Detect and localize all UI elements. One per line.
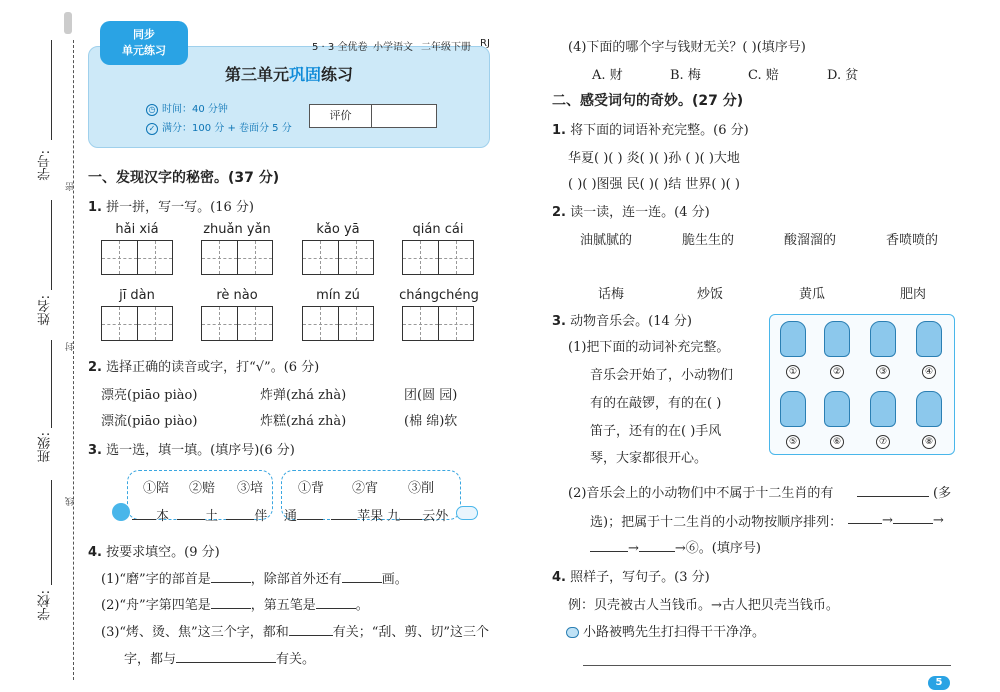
fill-row-1: [132, 505, 267, 524]
frog-icon: [566, 627, 579, 638]
dog-icon: [870, 321, 896, 357]
q4-line-2: [101, 594, 369, 613]
q-text: 照样子，写句子。(3 分): [570, 570, 710, 585]
animal-band-illustration: [769, 314, 955, 455]
q4-line-1: [101, 568, 408, 587]
blank[interactable]: [211, 570, 251, 583]
binding-dashed-line: [73, 40, 74, 680]
pinyin-1: hǎi xiá: [115, 222, 159, 237]
badge-line-1: 同步: [133, 28, 155, 41]
blank[interactable]: [226, 507, 254, 520]
cow-trumpet-icon: [916, 391, 942, 427]
fill-char: 通: [284, 509, 298, 524]
subject-name: 小学语文: [373, 42, 413, 53]
q-number: 4.: [552, 570, 566, 585]
s2-q2: [552, 201, 710, 220]
group2-opt-3: ③削: [408, 481, 435, 496]
label-2: ②: [830, 365, 844, 379]
writing-grid-3[interactable]: [302, 240, 374, 275]
text: 有关。: [276, 652, 316, 667]
pinyin-2: zhuǎn yǎn: [203, 222, 271, 237]
q-number: 2.: [552, 205, 566, 220]
story-line-1: 音乐会开始了，小动物们: [590, 368, 734, 383]
seal-mark-feng: 封: [66, 342, 76, 351]
food-2[interactable]: 炒饭: [697, 287, 724, 302]
q-number: 3.: [88, 443, 102, 458]
blank[interactable]: [176, 650, 276, 663]
full-score: [146, 119, 292, 135]
q2-item-3[interactable]: 团(圆 园): [404, 388, 458, 403]
blank[interactable]: [639, 539, 675, 552]
adj-3[interactable]: 酸溜溜的: [784, 233, 837, 248]
clock-icon: ◷: [146, 104, 158, 116]
fill-char: 苹果 九: [357, 509, 401, 524]
group1-opt-1: ①陪: [143, 481, 170, 496]
example-sentence: 例：贝壳被古人当钱币。→古人把贝壳当钱币。: [568, 598, 839, 613]
idiom-row-2[interactable]: ( )( )图强 民( )( )结 世界( )( ): [568, 177, 740, 192]
food-4[interactable]: 肥肉: [900, 287, 927, 302]
writing-grid-7[interactable]: [302, 306, 374, 341]
title-highlight: 巩固: [288, 65, 321, 84]
writing-grid-8[interactable]: [402, 306, 474, 341]
apple-icon: [112, 503, 130, 521]
adj-1[interactable]: 油腻腻的: [580, 233, 633, 248]
q-number: 1.: [88, 200, 102, 215]
blank[interactable]: [400, 507, 422, 520]
text: (3)“烤、烫、焦”这三个字，都和: [101, 625, 289, 640]
q-text: 将下面的词语补充完整。(6 分): [570, 123, 749, 138]
label-4: ④: [922, 365, 936, 379]
evaluation-box: [309, 104, 437, 128]
adj-2[interactable]: 脆生生的: [682, 233, 735, 248]
blank[interactable]: [342, 570, 382, 583]
blank-nonzodiac[interactable]: [857, 496, 929, 497]
text: (1)“磨”字的部首是: [101, 572, 211, 587]
text: 有关；“刮、剪、切”这三个: [332, 625, 490, 640]
fill-char: 云外: [422, 509, 449, 524]
food-1[interactable]: 话梅: [598, 287, 625, 302]
q2-item-6[interactable]: (棉 绵)软: [404, 414, 458, 429]
pinyin-6: rè nào: [216, 288, 258, 303]
label-5: ⑤: [786, 435, 800, 449]
text: 字，都与: [124, 652, 177, 667]
q2-item-1[interactable]: 漂亮(piāo piào): [101, 388, 198, 403]
blank[interactable]: [132, 507, 156, 520]
seal-mark-xian: 线: [66, 497, 76, 506]
rabbit-violin-icon: [916, 321, 942, 357]
q-text: 选一选，填一填。(填序号)(6 分): [106, 443, 295, 458]
rocket-icon: ➶: [168, 14, 185, 38]
order-blanks-1[interactable]: → →: [848, 511, 944, 528]
section-1-title: 一、发现汉字的秘密。(37 分): [88, 170, 280, 186]
text: ，除部首外还有: [250, 572, 342, 587]
s2-q4: [552, 566, 710, 585]
q-number: 4.: [88, 545, 102, 560]
title-part-1: 第三单元: [224, 65, 289, 84]
s2-q1: [552, 119, 749, 138]
edition-name: RJ: [480, 38, 490, 49]
q3-sub-2b: (多: [933, 486, 952, 501]
adj-4[interactable]: 香喷喷的: [886, 233, 939, 248]
fill-char: 伴: [254, 509, 268, 524]
badge-line-2: 单元练习: [122, 44, 166, 57]
answer-line[interactable]: [583, 665, 951, 666]
label-1: ①: [786, 365, 800, 379]
page-number: 5: [928, 676, 950, 690]
q-number: 3.: [552, 314, 566, 329]
pig-guitar-icon: [824, 391, 850, 427]
blank[interactable]: [331, 507, 357, 520]
task-sentence: [566, 621, 765, 640]
option-c[interactable]: C. 赔: [748, 68, 779, 83]
writing-grid-4[interactable]: [402, 240, 474, 275]
school-label: 学校:: [38, 590, 53, 621]
option-d[interactable]: D. 贫: [827, 68, 859, 83]
label-7: ⑦: [876, 435, 890, 449]
spine-marker: [64, 12, 72, 34]
q2-item-2[interactable]: 炸弹(zhá zhà): [260, 388, 347, 403]
score-text: 满分：100 分 + 卷面分 5 分: [162, 123, 292, 134]
name-line: [51, 200, 52, 290]
s1-q3: [88, 439, 295, 458]
blank[interactable]: [316, 596, 356, 609]
student-id-line: [51, 40, 52, 140]
q2-item-4[interactable]: 漂流(piāo piào): [101, 414, 198, 429]
blank[interactable]: [289, 623, 333, 636]
bird-icon: [780, 391, 806, 427]
group1-opt-2: ②赔: [189, 481, 216, 496]
evaluation-field[interactable]: [372, 105, 436, 127]
group2-opt-1: ①背: [298, 481, 325, 496]
q-text: 拼一拼，写一写。(16 分): [106, 200, 254, 215]
s1-q2: [88, 356, 319, 375]
writing-grid-1[interactable]: [101, 240, 173, 275]
cat-accordion-icon: [780, 321, 806, 357]
pinyin-4: qián cái: [412, 222, 464, 237]
pinyin-5: jī dàn: [119, 288, 155, 303]
task-text: 小路被鸭先生打扫得干干净净。: [583, 625, 766, 640]
fill-row-2: [284, 505, 448, 524]
food-3[interactable]: 黄瓜: [799, 287, 826, 302]
text: ，第五笔是: [250, 598, 316, 613]
s2-q3: [552, 310, 692, 329]
s1-q4: [88, 541, 220, 560]
text: 画。: [381, 572, 408, 587]
title-part-2: 练习: [321, 65, 354, 84]
blank[interactable]: [297, 507, 323, 520]
label-6: ⑥: [830, 435, 844, 449]
pinyin-8: chángchéng: [399, 288, 479, 303]
sheep-icon: [870, 391, 896, 427]
story-line-4: 琴，大家都很开心。: [590, 451, 708, 466]
class-label: 班级:: [38, 432, 53, 463]
label-3: ③: [876, 365, 890, 379]
q-text: 按要求填空。(9 分): [106, 545, 220, 560]
q3-sub-2d: →⑥。(填序号): [674, 541, 761, 556]
group2-opt-2: ②宵: [352, 481, 379, 496]
blank[interactable]: [177, 507, 205, 520]
fill-char: 土: [205, 509, 219, 524]
q4-line-4: [124, 648, 315, 667]
q2-item-5[interactable]: 炸糕(zhá zhà): [260, 414, 347, 429]
check-icon: ✓: [146, 123, 158, 135]
label-8: ⑧: [922, 435, 936, 449]
pinyin-3: kǎo yā: [316, 222, 360, 237]
series-name: 5 · 3 全优卷: [312, 42, 368, 53]
cloud-icon: [456, 506, 478, 520]
s1-q1: [88, 196, 254, 215]
q3-sub-2c: 选)；把属于十二生肖的小动物按顺序排列：: [590, 515, 843, 530]
pinyin-7: mín zú: [316, 288, 360, 303]
school-line: [51, 480, 52, 585]
text: (2)“舟”字第四笔是: [101, 598, 211, 613]
time-limit: [146, 100, 228, 116]
student-id-label: 学号:: [38, 150, 53, 181]
q-number: 2.: [88, 360, 102, 375]
s1-q4-4: (4)下面的哪个字与钱财无关？( )(填序号): [568, 40, 806, 55]
q-text: 动物音乐会。(14 分): [570, 314, 692, 329]
text: 。: [355, 598, 369, 613]
time-text: 时间：40 分钟: [162, 104, 228, 115]
story-line-2[interactable]: 有的在敲锣，有的在( ): [590, 396, 722, 411]
order-blanks-2: → →⑥。(填序号): [590, 537, 761, 556]
class-line: [51, 340, 52, 428]
q3-sub-2a: (2)音乐会上的小动物们中不属于十二生肖的有: [568, 486, 834, 501]
section-2-title: 二、感受词句的奇妙。(27 分): [552, 93, 744, 109]
page-title: [88, 62, 490, 85]
evaluation-label: 评价: [310, 105, 372, 127]
name-label: 姓名:: [38, 295, 53, 326]
blank[interactable]: [590, 539, 628, 552]
story-line-3[interactable]: 笛子，还有的在( )手风: [590, 424, 722, 439]
writing-grid-2[interactable]: [201, 240, 273, 275]
option-b[interactable]: B. 梅: [670, 68, 701, 83]
q4-line-3: [101, 621, 489, 640]
bird-flute-icon: [824, 321, 850, 357]
writing-grid-5[interactable]: [101, 306, 173, 341]
writing-grid-6[interactable]: [201, 306, 273, 341]
q3-sub-1: (1)把下面的动词补充完整。: [568, 340, 730, 355]
blank[interactable]: [211, 596, 251, 609]
seal-mark-mi: 密: [66, 182, 76, 191]
option-a[interactable]: A. 财: [592, 68, 623, 83]
group1-opt-3: ③培: [237, 481, 264, 496]
idiom-row-1[interactable]: 华夏( )( ) 炎( )( )孙 ( )( )大地: [568, 151, 740, 166]
grade-name: 二年级下册: [421, 42, 471, 53]
q-text: 选择正确的读音或字，打“√”。(6 分): [106, 360, 320, 375]
q-text: 读一读，连一连。(4 分): [570, 205, 710, 220]
fill-char: 本: [156, 509, 170, 524]
q-number: 1.: [552, 123, 566, 138]
